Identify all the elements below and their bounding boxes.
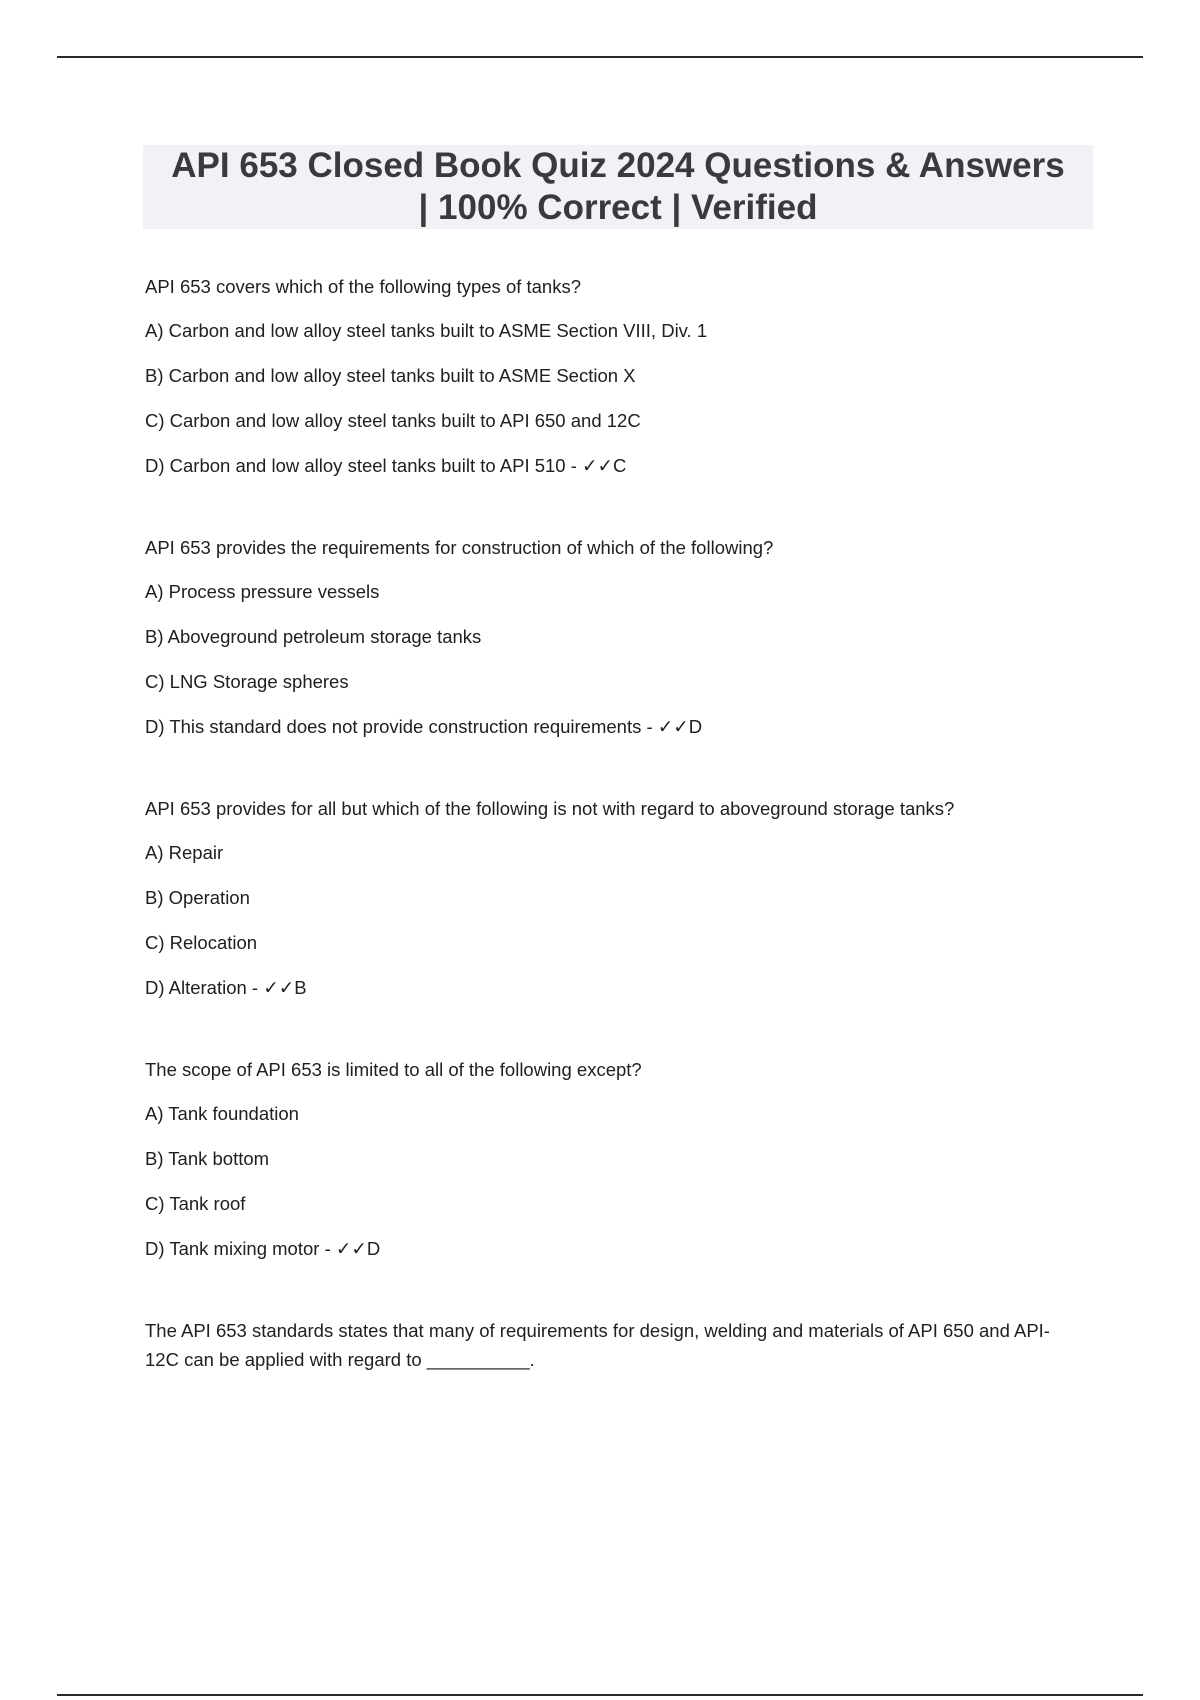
answer-key: ✓✓B [263, 977, 307, 998]
question-block-3 [145, 794, 1065, 1002]
question-text: The scope of API 653 is limited to all of the following except? [145, 1059, 642, 1080]
option-a: A) Tank foundation [145, 1103, 299, 1124]
question-text: The API 653 standards states that many of requirements for design, welding and materials of API 650 and API-12C can be applied with regard to __________. [145, 1320, 1050, 1370]
option-a: A) Process pressure vessels [145, 581, 380, 602]
title-line-1: API 653 Closed Book Quiz 2024 Questions & Answers [171, 146, 1065, 185]
title-banner [143, 145, 1093, 229]
option-d: D) This standard does not provide construction requirements - [145, 716, 658, 737]
option-d-with-answer [145, 712, 1065, 741]
option-a: A) Carbon and low alloy steel tanks built to ASME Section VIII, Div. 1 [145, 320, 708, 341]
answer-key: ✓✓D [657, 716, 703, 737]
option-b: B) Operation [145, 887, 250, 908]
question-text: API 653 covers which of the following types of tanks? [145, 276, 582, 297]
option-a: A) Repair [145, 842, 224, 863]
bottom-rule [57, 1694, 1143, 1696]
option-c: C) Tank roof [145, 1193, 246, 1214]
option-b: B) Carbon and low alloy steel tanks built to ASME Section X [145, 365, 636, 386]
answer-key: ✓✓D [335, 1238, 381, 1259]
title-line-2: | 100% Correct | Verified [418, 188, 818, 227]
question-block-4 [145, 1055, 1065, 1263]
option-d-with-answer [145, 451, 1065, 480]
option-d-with-answer [145, 973, 1065, 1002]
quiz-content [145, 272, 1065, 1427]
option-d-with-answer [145, 1234, 1065, 1263]
option-c: C) Carbon and low alloy steel tanks built to API 650 and 12C [145, 410, 641, 431]
question-block-5 [145, 1316, 1065, 1374]
answer-key: ✓✓C [582, 455, 627, 476]
question-block-1 [145, 272, 1065, 480]
question-text: API 653 provides for all but which of the following is not with regard to aboveground storage tanks? [145, 798, 955, 819]
option-c: C) Relocation [145, 932, 258, 953]
option-b: B) Tank bottom [145, 1148, 270, 1169]
option-d: D) Tank mixing motor - [145, 1238, 336, 1259]
option-d: D) Carbon and low alloy steel tanks built to API 510 - [145, 455, 583, 476]
option-b: B) Aboveground petroleum storage tanks [145, 626, 482, 647]
option-d: D) Alteration - [145, 977, 264, 998]
option-c: C) LNG Storage spheres [145, 671, 349, 692]
top-rule [57, 56, 1143, 58]
question-block-2 [145, 533, 1065, 741]
question-text: API 653 provides the requirements for construction of which of the following? [145, 537, 774, 558]
